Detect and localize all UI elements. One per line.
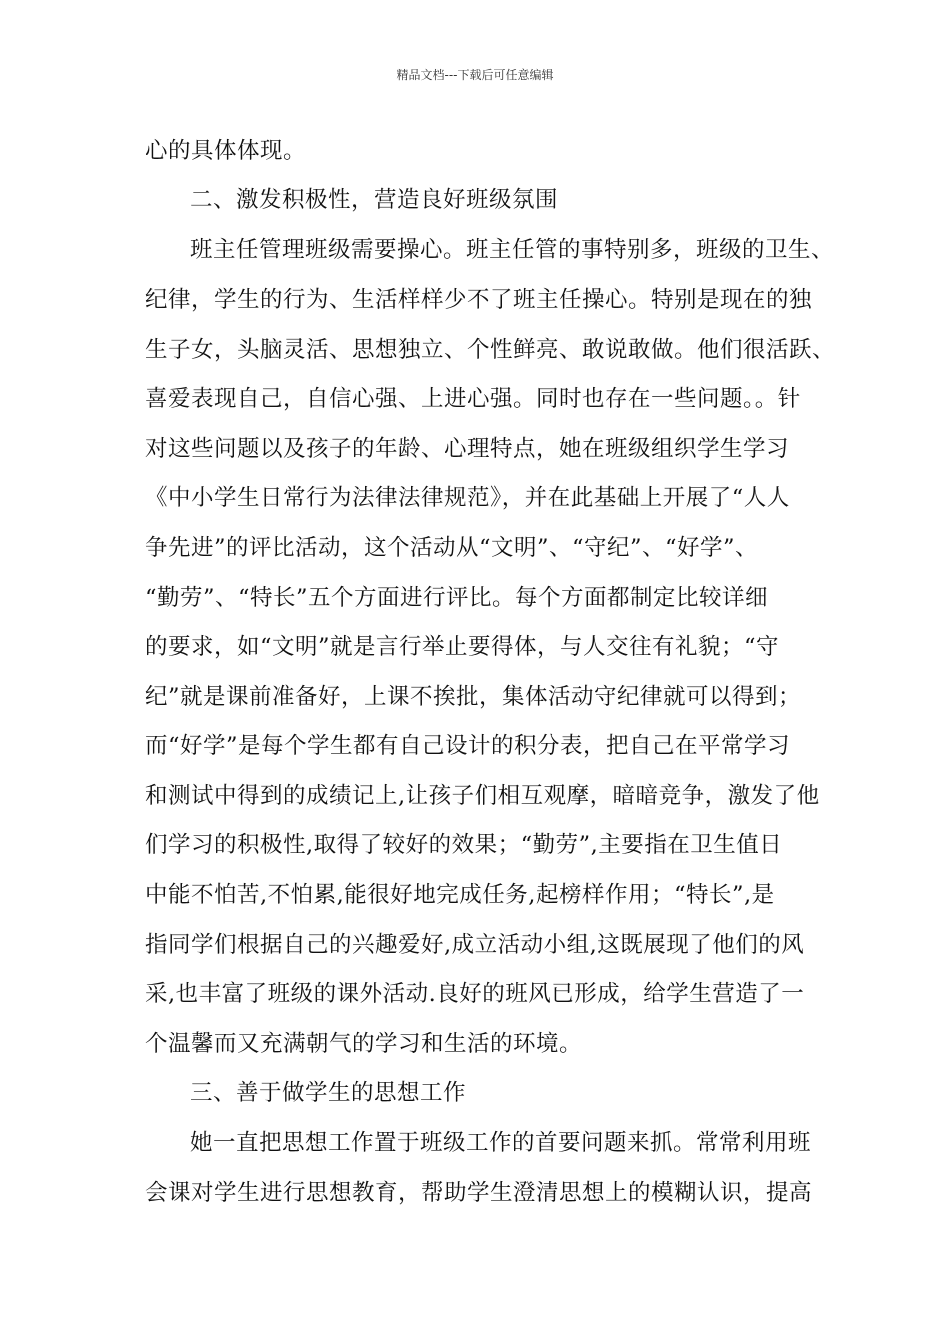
page-header: 精品文档---下载后可任意编辑 [396,68,554,82]
text-line: 对这些问题以及孩子的年龄、心理特点，她在班级组织学生学习 [145,436,790,462]
text-line: 心的具体体现。 [145,138,307,164]
text-line: 中能不怕苦,不怕累,能很好地完成任务,起榜样作用；“特长”,是 [145,882,775,908]
text-line: 的要求，如“文明”就是言行举止要得体，与人交往有礼貌；“守 [145,634,780,660]
text-line: 指同学们根据自己的兴趣爱好,成立活动小组,这既展现了他们的风 [145,932,805,958]
text-line: 纪”就是课前准备好，上课不挨批，集体活动守纪律就可以得到； [145,684,802,710]
text-line: 班主任管理班级需要操心。班主任管的事特别多，班级的卫生、 [190,237,835,263]
text-line: 会课对学生进行思想教育，帮助学生澄清思想上的模糊认识，提高 [145,1180,813,1206]
text-line: 她一直把思想工作置于班级工作的首要问题来抓。常常利用班 [190,1130,812,1156]
text-line: 而“好学”是每个学生都有自己设计的积分表，把自己在平常学习 [145,733,791,759]
text-line: 争先进”的评比活动，这个活动从“文明”、“守纪”、“好学”、 [145,535,759,561]
text-line: 采,也丰富了班级的课外活动.良好的班风已形成，给学生营造了一 [145,981,805,1007]
text-line: 生子女，头脑灵活、思想独立、个性鲜亮、敢说敢做。他们很活跃、 [145,337,836,363]
text-line: “勤劳”、“特长”五个方面进行评比。每个方面都制定比较详细 [145,585,769,611]
section-heading: 三、善于做学生的思想工作 [190,1080,467,1106]
text-line: 个温馨而又充满朝气的学习和生活的环境。 [145,1031,583,1057]
text-line: 纪律，学生的行为、生活样样少不了班主任操心。特别是现在的独 [145,287,813,313]
text-line: 喜爱表现自己，自信心强、上进心强。同时也存在一些问题。。针 [145,386,801,412]
text-line: 和测试中得到的成绩记上,让孩子们相互观摩，暗暗竞争，激发了他 [145,783,820,809]
text-line: 们学习的积极性,取得了较好的效果；“勤劳”,主要指在卫生值日 [145,832,783,858]
text-line: 《中小学生日常行为法律法律规范》，并在此基础上开展了“人人 [145,485,790,511]
section-heading: 二、激发积极性，营造良好班级氛围 [190,187,559,213]
